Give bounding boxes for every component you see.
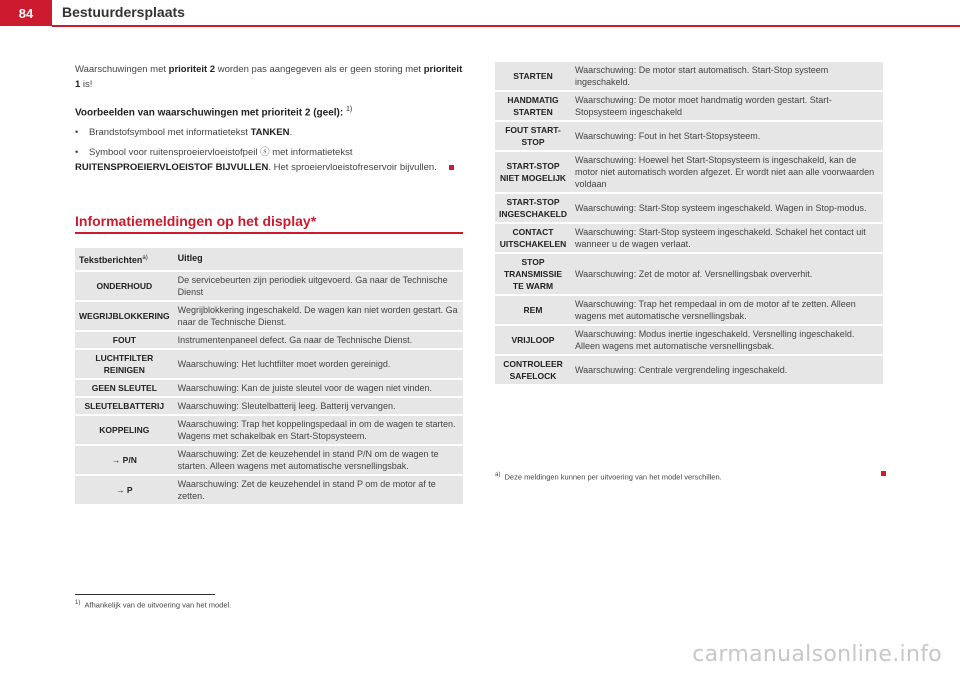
message-explanation: Waarschuwing: Het luchtfilter moet worden gereinigd. [174,350,463,378]
message-key: START-STOP NIET MOGELIJK [495,152,571,192]
table-row [75,302,463,330]
header-rule [52,25,960,27]
message-explanation: Waarschuwing: Zet de motor af. Versnellingsbak oververhit. [571,254,883,294]
intro-text: Waarschuwingen met [75,64,169,75]
message-key: VRIJLOOP [495,326,571,354]
message-key: STARTEN [495,62,571,90]
table-row [495,92,883,120]
message-key: LUCHTFILTER REINIGEN [75,350,174,378]
table-row [495,296,883,324]
message-explanation: Waarschuwing: Kan de juiste sleutel voor de wagen niet vinden. [174,380,463,396]
table-row [495,122,883,150]
left-footnote [75,600,231,610]
table-header-row [75,248,463,270]
message-key: CONTACT UITSCHAKELEN [495,224,571,252]
table-row [75,332,463,348]
message-key: WEGRIJBLOKKERING [75,302,174,330]
footnote-rule [75,594,215,595]
message-explanation: Waarschuwing: Sleutelbatterij leeg. Batterij vervangen. [174,398,463,414]
message-key: REM [495,296,571,324]
message-explanation: Waarschuwing: Start-Stop systeem ingeschakeld. Wagen in Stop-modus. [571,194,883,222]
table-row [75,476,463,504]
subheading-footnote-ref: 1) [345,106,353,113]
table-row [75,446,463,474]
message-explanation: Waarschuwing: Hoewel het Start-Stopsysteem is ingeschakeld, kan de motor niet automatisch worden afgezet. Er wordt niet aan alle voorwaarden voldaan [571,152,883,192]
message-explanation: Instrumentenpaneel defect. Ga naar de Technische Dienst. [174,332,463,348]
message-explanation: De servicebeurten zijn periodiek uitgevoerd. Ga naar de Technische Dienst [174,272,463,300]
table-row [495,62,883,90]
intro-bold-priority-2: prioriteit 2 [168,64,216,75]
message-explanation: Waarschuwing: Zet de keuzehendel in stand P/N om de wagen te starten. Alleen wagens met automatische versnellingsbak. [174,446,463,474]
message-key: CONTROLEER SAFELOCK [495,356,571,384]
info-messages-table-right [495,60,883,386]
intro-bold-priority-1: prioriteit 1 [75,64,463,90]
bullet-item-washer [75,145,465,175]
message-explanation: Waarschuwing: Start-Stop systeem ingeschakeld. Schakel het contact uit wanneer u de wagen verlaat. [571,224,883,252]
message-key: FOUT [75,332,174,348]
bullet-item-fuel [75,125,465,140]
right-footnote [495,472,722,482]
message-key: → P [75,476,174,504]
message-key: SLEUTELBATTERIJ [75,398,174,414]
chapter-title: Bestuurdersplaats [62,4,185,20]
table-row [495,254,883,294]
column-header-footnote-ref: a) [142,255,148,261]
column-header-text: Tekstberichten [79,255,143,265]
table-row [75,272,463,300]
message-key: GEEN SLEUTEL [75,380,174,396]
message-key: HANDMATIG STARTEN [495,92,571,120]
table-row [75,416,463,444]
table-row [495,326,883,354]
intro-text-mid: worden pas aangegeven als er geen storing met [215,64,424,75]
bullet-dot: • [75,127,79,139]
message-key: KOPPELING [75,416,174,444]
end-marker [881,471,886,476]
examples-subheading [75,102,465,120]
intro-text-suffix: is! [80,79,93,90]
bullet-suffix: . [289,127,293,139]
column-header-messages [75,248,174,270]
intro-paragraph [75,62,465,92]
message-key: FOUT START-STOP [495,122,571,150]
message-key: ONDERHOUD [75,272,174,300]
footnote-marker: 1) [75,600,81,606]
table-row [75,398,463,414]
end-marker [449,165,454,170]
message-explanation: Waarschuwing: De motor moet handmatig worden gestart. Start-Stopsysteem ingeschakeld [571,92,883,120]
table-row [495,224,883,252]
column-header-explanation: Uitleg [174,248,463,270]
message-key: START-STOP INGESCHAKELD [495,194,571,222]
message-explanation: Waarschuwing: Trap het rempedaal in om de motor af te zetten. Alleen wagens met automatische versnellingsbak. [571,296,883,324]
bullet-suffix: . Het sproeiervloeistofreservoir bijvullen. [268,162,437,174]
table-row [495,194,883,222]
message-explanation: Waarschuwing: Modus inertie ingeschakeld. Versnelling ingeschakeld. Alleen wagens met automatische versnellingsbak. [571,326,883,354]
message-key: → P/N [75,446,174,474]
message-explanation: Waarschuwing: Fout in het Start-Stopsysteem. [571,122,883,150]
info-messages-table-left [75,246,463,506]
table-row [75,380,463,396]
footnote-marker: a) [495,472,501,478]
message-explanation: Waarschuwing: Zet de keuzehendel in stand P om de motor af te zetten. [174,476,463,504]
bullet-bold: TANKEN [250,127,290,139]
subheading-text: Voorbeelden van waarschuwingen met prioriteit 2 (geel): [75,107,344,119]
message-key: STOP TRANSMISSIE TE WARM [495,254,571,294]
table-row [75,350,463,378]
bullet-dot: • [75,147,79,159]
bullet-text: Symbool voor ruitensproeiervloeistofpeil ⓢ met informatietekst [89,147,353,159]
message-explanation: Wegrijblokkering ingeschakeld. De wagen kan niet worden gestart. Ga naar de Technische Dienst. [174,302,463,330]
watermark: carmanualsonline.info [692,642,942,667]
bullet-text: Brandstofsymbool met informatietekst [89,127,251,139]
footnote-text: Afhankelijk van de uitvoering van het model. [84,600,232,610]
message-explanation: Waarschuwing: Trap het koppelingspedaal in om de wagen te starten. Wagens met schakelbak en Start-Stopsysteem. [174,416,463,444]
table-row [495,356,883,384]
table-row [495,152,883,192]
message-explanation: Waarschuwing: Centrale vergrendeling ingeschakeld. [571,356,883,384]
page-number: 84 [0,0,52,26]
section-title: Informatiemeldingen op het display* [75,213,317,229]
section-rule [75,232,463,234]
message-explanation: Waarschuwing: De motor start automatisch. Start-Stop systeem ingeschakeld. [571,62,883,90]
footnote-text: Deze meldingen kunnen per uitvoering van het model verschillen. [504,472,722,482]
intro-block [75,62,465,175]
bullet-bold: RUITENSPROEIERVLOEISTOF BIJVULLEN [75,162,269,174]
